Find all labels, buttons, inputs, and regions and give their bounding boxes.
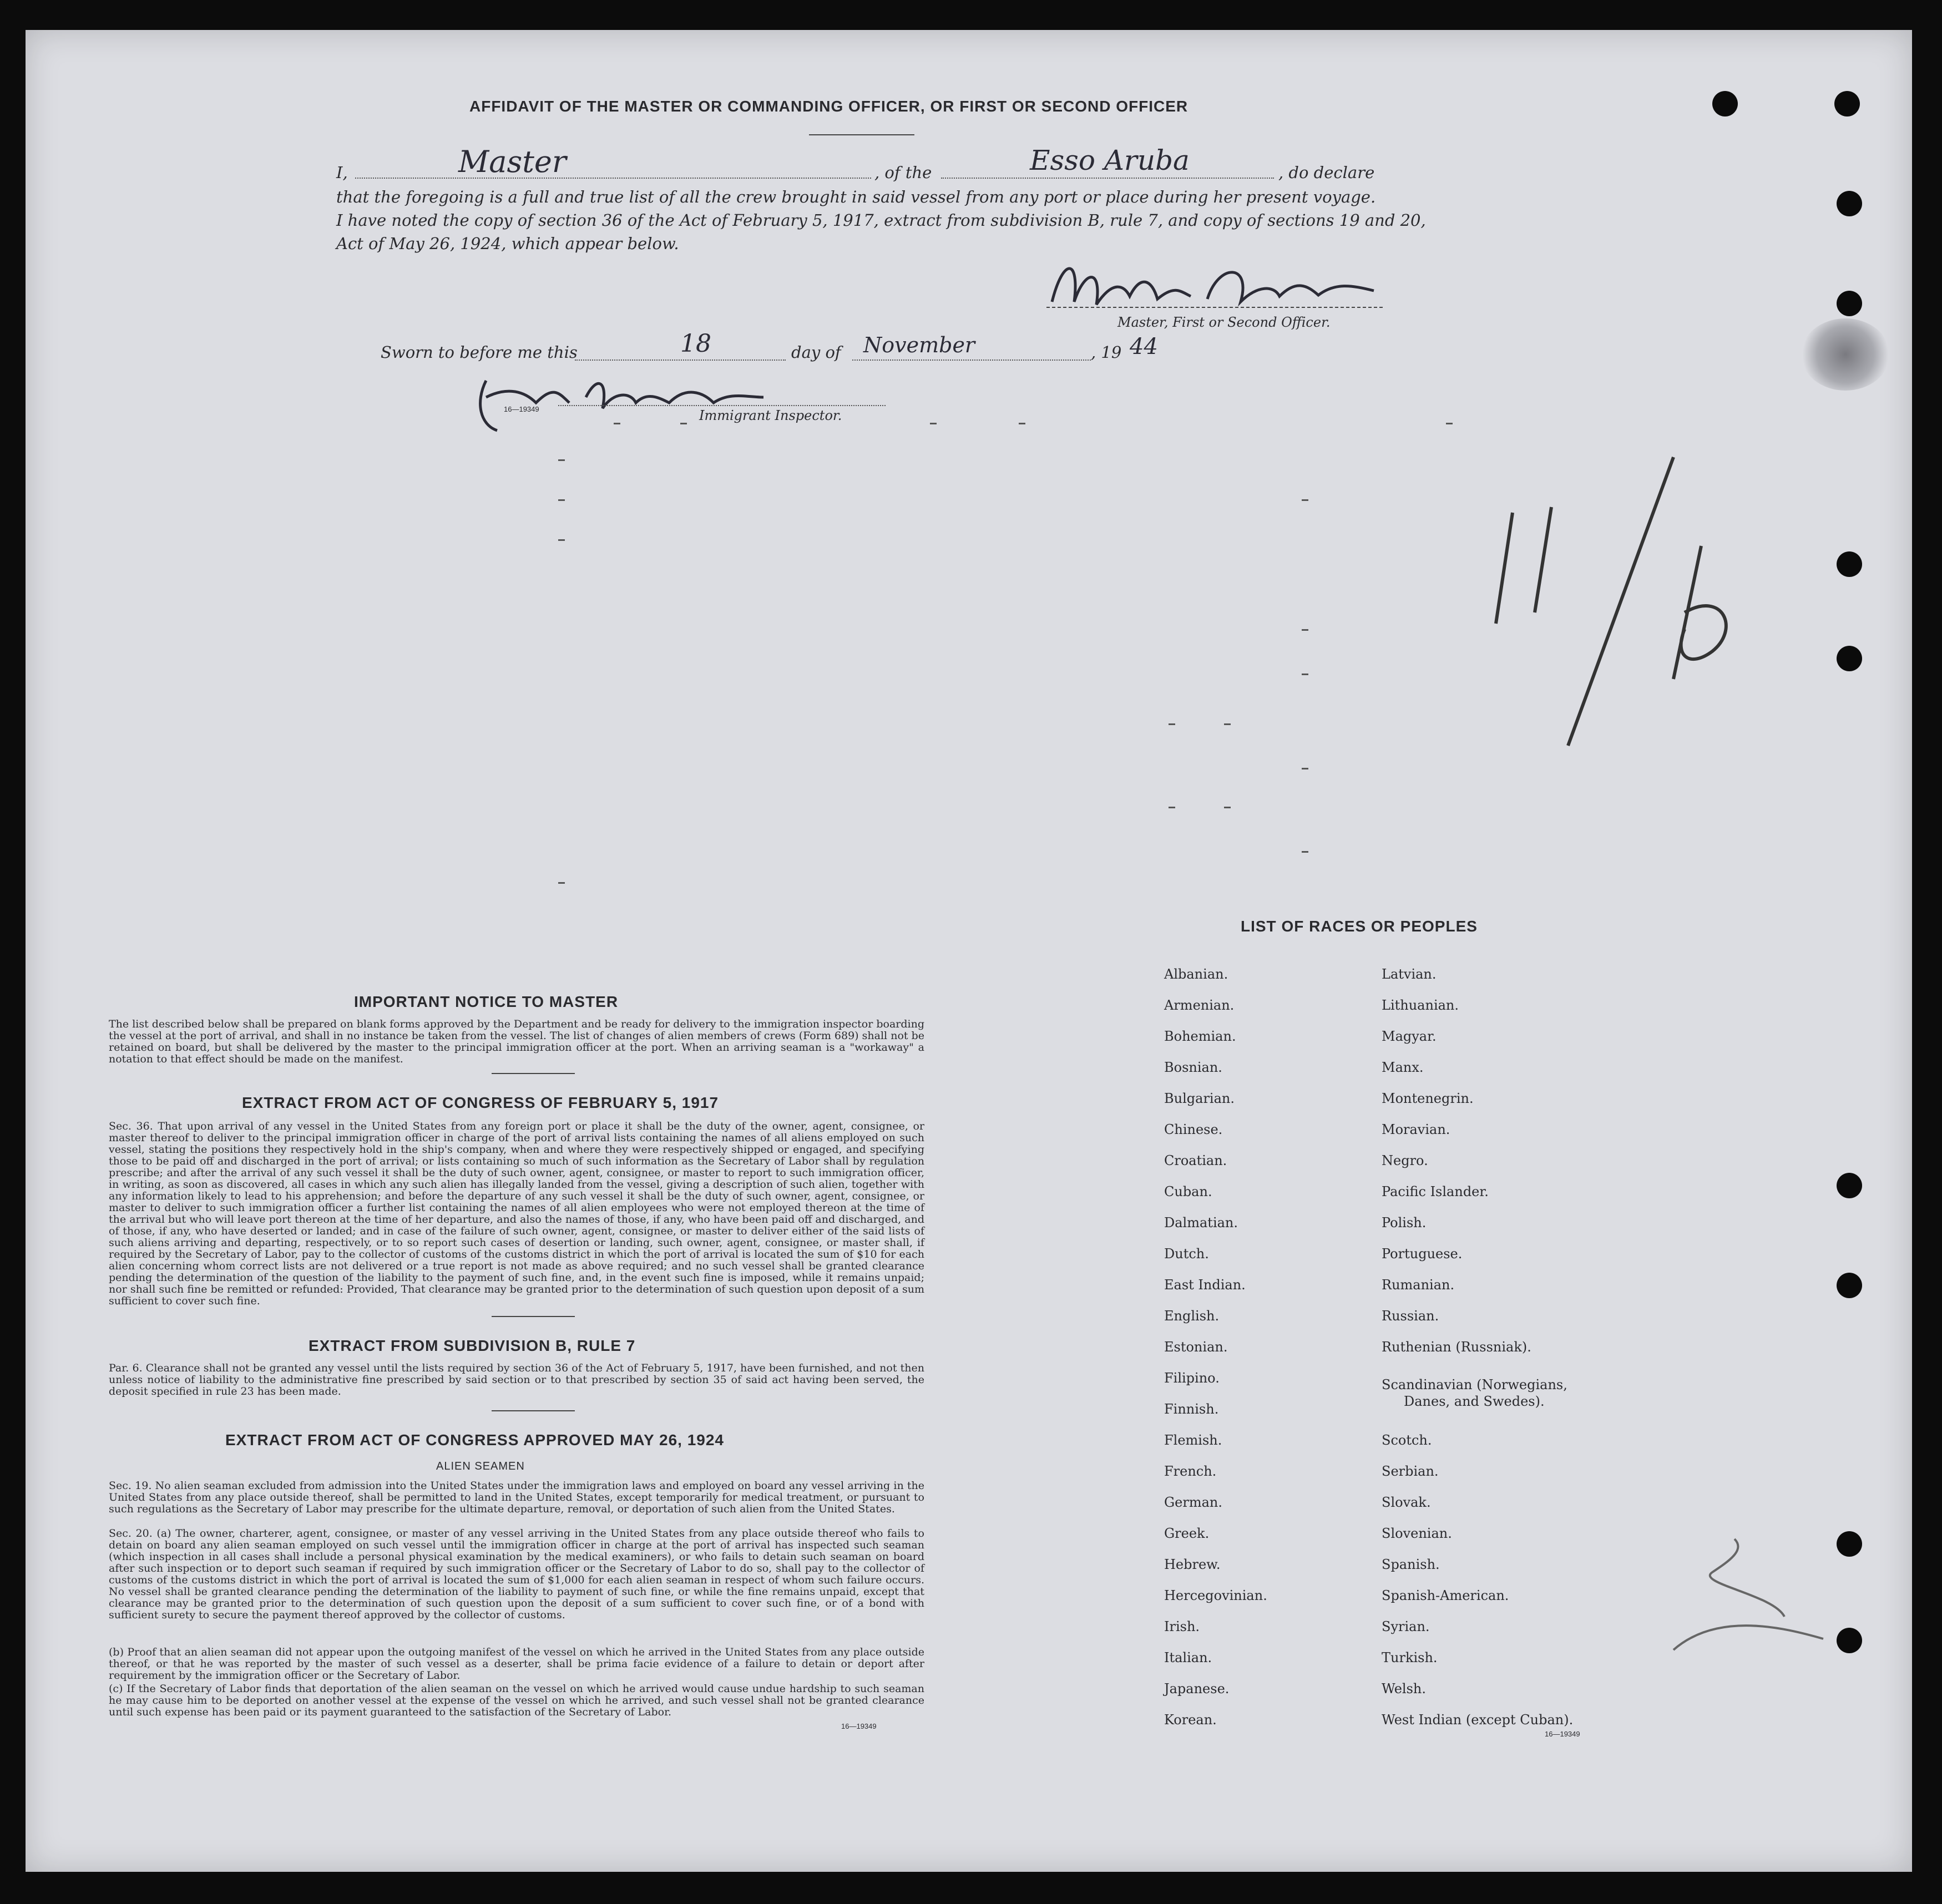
extract1924-subtitle: ALIEN SEAMEN	[436, 1460, 525, 1472]
ghost-mark	[930, 423, 937, 424]
race-item: Bohemian.	[1164, 1029, 1236, 1044]
sec19-text: Sec. 19. No alien seaman excluded from admission into the United States under the immigration laws and employed on board any vessel arriving in the United States from any place outside thereof, shall be permitted to land in the United States, except temporarily for medical treatment, or pursuant to such regulations as the Secretary of Labor may prescribe for the ultimate departure, removal, or deportation of such alien from the United States.	[109, 1480, 924, 1515]
race-item: Lithuanian.	[1382, 997, 1459, 1013]
pencil-mark	[1662, 1528, 1829, 1672]
race-item: Bosnian.	[1164, 1060, 1222, 1075]
signature-label: Master, First or Second Officer.	[1117, 315, 1331, 330]
section-rule	[492, 1410, 575, 1411]
race-item: Moravian.	[1382, 1122, 1450, 1137]
race-item: Greek.	[1164, 1526, 1210, 1541]
ghost-mark	[1302, 674, 1308, 675]
race-item: Spanish.	[1382, 1557, 1440, 1572]
race-item: Dutch.	[1164, 1246, 1209, 1262]
race-item: English.	[1164, 1308, 1220, 1324]
race-item: Polish.	[1382, 1215, 1427, 1230]
vessel-blank	[941, 178, 1274, 179]
master-signature	[1041, 252, 1396, 318]
ghost-mark	[1302, 499, 1308, 501]
inspector-label: Immigrant Inspector.	[699, 408, 842, 423]
ghost-mark	[1302, 629, 1308, 631]
ghost-mark	[558, 539, 565, 541]
race-item: Latvian.	[1382, 966, 1437, 982]
race-item: German.	[1164, 1495, 1222, 1510]
race-item: Flemish.	[1164, 1432, 1222, 1448]
binder-hole	[1712, 91, 1738, 117]
sec20b-text: (b) Proof that an alien seaman did not appear upon the outgoing manifest of the vessel on which he arrived in the United States from any place outside thereof, or that he was reported by the master of such vessel as a deserter, shall be prima facie evidence of a failure to detain or deport after requirement by the immigration officer or the Secretary of Labor.	[109, 1646, 924, 1682]
extract1917-title: EXTRACT FROM ACT OF CONGRESS OF FEBRUARY 5, 1917	[242, 1094, 719, 1111]
race-item: Turkish.	[1382, 1650, 1438, 1665]
extract1917-text: Sec. 36. That upon arrival of any vessel in the United States from any foreign port or place it shall be the duty of the owner, agent, consignee, or master thereof to deliver to the principal immigration officer in charge of the port of arrival lists containing the names of all aliens employed on such vessel, stating the positions they respectively hold in the ship's company, when and where they were respectively shipped or engaged, and specifying those to be paid off and discharged in the port of arrival; or lists containing so much of such information as the Secretary of Labor shall by regulation prescribe; and after the arrival of any such vessel it shall be the duty of such owner, agent, consignee, or master to report to such immigration officer, in writing, as soon as discovered, all cases in which any such alien has illegally landed from the vessel, giving a description of such alien, together with any information likely to lead to his apprehension; and before the departure of any such vessel it shall be the duty of such owner, agent, consignee, or master to deliver to such immigration officer a further list containing the names of all alien employees who were not employed thereon at the time of the arrival but who will leave port thereon at the time of her departure, and also the names of those, if any, who have been paid off and discharged, and of those, if any, who have deserted or landed; and in case of the failure of such owner, agent, consignee, or master to deliver either of the said lists of such aliens arriving and departing, respectively, or to so report such cases of desertion or landing, such owner, agent, consignee, or master shall, if required by the Secretary of Labor, pay to the collector of customs of the customs district in which the port of arrival is located the sum of $10 for each alien concerning whom correct lists are not delivered or a true report is not made as above required; and no such vessel shall be granted clearance pending the determination of the question of the liability to the payment of such fine, and, in the event such fine is imposed, while it remains unpaid; nor shall such fine be remitted or refunded: Provided, That clearance may be granted prior to the determination of such question upon deposit of a sum sufficient to cover such fine.	[109, 1120, 924, 1307]
race-item: Rumanian.	[1382, 1277, 1455, 1293]
race-item: Negro.	[1382, 1153, 1428, 1168]
race-item: Dalmatian.	[1164, 1215, 1238, 1230]
ghost-mark	[1302, 851, 1308, 853]
race-item: Finnish.	[1164, 1401, 1219, 1417]
title-rule	[809, 134, 914, 135]
ghost-mark	[1224, 723, 1231, 725]
race-item: Filipino.	[1164, 1370, 1220, 1386]
race-item: Scandinavian (Norwegians,	[1382, 1377, 1567, 1392]
race-item: Ruthenian (Russniak).	[1382, 1339, 1531, 1355]
extract1924-title: EXTRACT FROM ACT OF CONGRESS APPROVED MAY 26, 1924	[225, 1431, 724, 1449]
ghost-mark	[1224, 807, 1231, 808]
race-item: Hercegovinian.	[1164, 1588, 1267, 1603]
race-item: Syrian.	[1382, 1619, 1430, 1634]
race-item: Japanese.	[1164, 1681, 1230, 1697]
race-item: Irish.	[1164, 1619, 1200, 1634]
affidavit-line1-prefix: I,	[336, 163, 348, 182]
race-item: West Indian (except Cuban).	[1382, 1712, 1574, 1728]
race-item: Spanish-American.	[1382, 1588, 1509, 1603]
race-item: Pacific Islander.	[1382, 1184, 1489, 1199]
margin-note-marks	[1490, 446, 1779, 757]
affidavit-line1-suffix: , do declare	[1278, 163, 1375, 182]
section-rule	[492, 1316, 575, 1317]
binder-hole	[1837, 291, 1862, 316]
race-item: Slovenian.	[1382, 1526, 1452, 1541]
race-item: East Indian.	[1164, 1277, 1246, 1293]
race-item: Bulgarian.	[1164, 1091, 1235, 1106]
handwritten-month: November	[863, 333, 975, 357]
race-item: Portuguese.	[1382, 1246, 1463, 1262]
sec20a-text: Sec. 20. (a) The owner, charterer, agent, consignee, or master of any vessel arriving in the United States from any place outside thereof who fails to detain on board any alien seaman employed on such vessel until the immigration officer in charge at the port of arrival has inspected such seaman (which inspection in all cases shall include a personal physical examination by the medical examiners), or who fails to detain such seaman on board after such inspection or to deport such seaman if required by such immigration officer or the Secretary of Labor to do so, shall pay to the collector of customs of the customs district in which the port of arrival is located the sum of $1,000 for each alien seaman in respect of whom such failure occurs. No vessel shall be granted clearance pending the determination of the liability to payment of such fine, or while the fine remains unpaid, except that clearance may be granted prior to the determination of such question upon the deposit of a sum sufficient to cover such fine, or of a bond with sufficient surety to secure the payment thereof approved by the collector of customs.	[109, 1527, 924, 1621]
sworn-mid: day of	[791, 343, 841, 362]
day-blank	[575, 359, 786, 361]
ghost-mark	[558, 499, 565, 501]
race-item: Scotch.	[1382, 1432, 1432, 1448]
ghost-mark	[680, 423, 687, 424]
notice-title: IMPORTANT NOTICE TO MASTER	[354, 993, 619, 1010]
binder-hole	[1837, 1531, 1862, 1557]
race-item: Albanian.	[1164, 966, 1228, 982]
ghost-mark	[614, 423, 620, 424]
ghost-mark	[1302, 768, 1308, 769]
race-item: Magyar.	[1382, 1029, 1437, 1044]
race-item: Chinese.	[1164, 1122, 1223, 1137]
race-item: Slovak.	[1382, 1495, 1431, 1510]
binder-hole	[1837, 551, 1862, 577]
sworn-prefix: Sworn to before me this	[381, 343, 578, 362]
binder-hole	[1837, 646, 1862, 671]
binder-hole	[1834, 91, 1860, 117]
ghost-mark	[558, 459, 565, 461]
races-title: LIST OF RACES OR PEOPLES	[1241, 918, 1478, 935]
race-item: Manx.	[1382, 1060, 1424, 1075]
ghost-mark	[1169, 807, 1175, 808]
rule7-title: EXTRACT FROM SUBDIVISION B, RULE 7	[309, 1337, 636, 1354]
race-item: Croatian.	[1164, 1153, 1227, 1168]
affidavit-line1-mid: , of the	[874, 163, 932, 182]
race-item: French.	[1164, 1464, 1217, 1479]
extract-form-no: 16—19349	[841, 1722, 877, 1730]
race-item: Hebrew.	[1164, 1557, 1221, 1572]
ghost-mark	[1169, 723, 1175, 725]
race-item: Estonian.	[1164, 1339, 1228, 1355]
month-blank	[852, 359, 1091, 361]
affidavit-title: AFFIDAVIT OF THE MASTER OR COMMANDING OFFICER, OR FIRST OR SECOND OFFICER	[469, 98, 1189, 115]
ghost-mark	[1446, 423, 1453, 424]
race-item: Korean.	[1164, 1712, 1217, 1728]
section-rule	[492, 1073, 575, 1074]
handwritten-day: 18	[680, 330, 711, 358]
affidavit-line3: I have noted the copy of section 36 of the Act of February 5, 1917, extract from subdivision B, rule 7, and copy of sections 19 and 20,	[336, 211, 1426, 230]
binder-hole	[1837, 1173, 1862, 1198]
races-form-no: 16—19349	[1545, 1730, 1580, 1738]
race-item: Welsh.	[1382, 1681, 1426, 1697]
inspector-form-no: 16—19349	[504, 405, 539, 413]
binder-hole	[1837, 191, 1862, 216]
handwritten-year: 44	[1130, 334, 1158, 359]
ghost-mark	[1019, 423, 1025, 424]
race-item: Serbian.	[1382, 1464, 1439, 1479]
sec20c-text: (c) If the Secretary of Labor finds that deportation of the alien seaman on the vessel on which he arrived would cause undue hardship to such seaman he may cause him to be deported on another vessel at the expense of the vessel on which he arrived, and such vessel shall not be granted clearance until such expense has been paid or its payment guaranteed to the satisfaction of the Secretary of Labor.	[109, 1683, 924, 1718]
affidavit-line4: Act of May 26, 1924, which appear below.	[336, 234, 679, 253]
margin-note	[1635, 529, 1636, 530]
rule7-text: Par. 6. Clearance shall not be granted any vessel until the lists required by section 36 of the Act of February 5, 1917, have been furnished, and not then unless notice of liability to the administrative fine prescribed by said section or to that prescribed by section 35 of said act having been served, the deposit specified in rule 23 has been made.	[109, 1362, 924, 1397]
race-item: Cuban.	[1164, 1184, 1212, 1199]
affidavit-line2: that the foregoing is a full and true list of all the crew brought in said vessel from any port or place during her present voyage.	[336, 188, 1376, 206]
ghost-mark	[558, 882, 565, 884]
binder-hole	[1837, 1628, 1862, 1653]
inspector-signature	[464, 369, 775, 436]
paper-stain	[1801, 318, 1890, 391]
handwritten-master: Master	[458, 144, 567, 179]
race-item: Russian.	[1382, 1308, 1439, 1324]
sworn-year-prefix: , 19	[1091, 343, 1122, 362]
race-item: Armenian.	[1164, 997, 1235, 1013]
binder-hole	[1837, 1273, 1862, 1298]
race-item: Danes, and Swedes).	[1404, 1394, 1545, 1409]
handwritten-vessel: Esso Aruba	[1030, 144, 1190, 176]
race-item: Italian.	[1164, 1650, 1212, 1665]
document-page	[26, 30, 1912, 1872]
name-blank	[355, 178, 871, 179]
race-item: Montenegrin.	[1382, 1091, 1474, 1106]
notice-text: The list described below shall be prepared on blank forms approved by the Department and be ready for delivery to the immigration inspector boarding the vessel at the port of arrival, and shall in no instance be taken from the vessel. The list of changes of alien members of crews (Form 689) shall not be retained on board, but shall be delivered by the master to the principal immigration officer at the port. When an arriving seaman is a "workaway" a notation to that effect should be made on the manifest.	[109, 1018, 924, 1065]
